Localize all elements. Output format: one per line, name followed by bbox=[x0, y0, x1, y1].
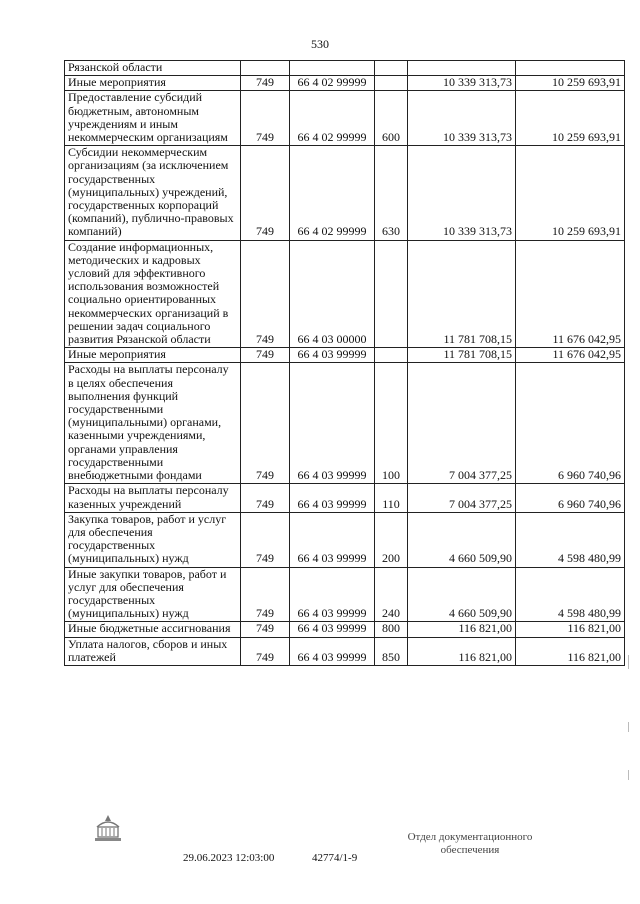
row-gr-cell bbox=[241, 61, 290, 76]
row-name-cell: Иные мероприятия bbox=[65, 348, 241, 363]
row-name-cell: Создание информационных, методических и кадровых условий для эффективного использования возможностей социально ориентированных некоммерческих организаций в решении задач социального развития Рязанской области bbox=[65, 240, 241, 348]
row-sum-2024-cell: 6 960 740,96 bbox=[516, 484, 625, 512]
table-row bbox=[65, 637, 625, 665]
row-csr-cell: 66 4 03 99999 bbox=[290, 637, 375, 665]
row-vr-cell: 100 bbox=[375, 363, 408, 484]
row-sum-2023-cell: 10 339 313,73 bbox=[408, 76, 516, 91]
row-gr-cell: 749 bbox=[241, 91, 290, 146]
row-csr-cell: 66 4 03 99999 bbox=[290, 348, 375, 363]
budget-table bbox=[64, 60, 625, 666]
table-row bbox=[65, 61, 625, 76]
table-row bbox=[65, 363, 625, 484]
row-sum-2024-cell: 10 259 693,91 bbox=[516, 91, 625, 146]
row-vr-cell: 850 bbox=[375, 637, 408, 665]
row-vr-cell: 200 bbox=[375, 512, 408, 567]
department-line-1: Отдел документационного bbox=[407, 831, 533, 843]
row-sum-2023-cell: 7 004 377,25 bbox=[408, 484, 516, 512]
row-name-cell: Иные мероприятия bbox=[65, 76, 241, 91]
row-sum-2024-cell: 11 676 042,95 bbox=[516, 240, 625, 348]
table-row bbox=[65, 567, 625, 622]
row-sum-2023-cell: 11 781 708,15 bbox=[408, 240, 516, 348]
row-name-cell: Рязанской области bbox=[65, 61, 241, 76]
row-csr-cell: 66 4 02 99999 bbox=[290, 146, 375, 240]
row-vr-cell bbox=[375, 76, 408, 91]
row-sum-2024-cell: 116 821,00 bbox=[516, 637, 625, 665]
row-sum-2023-cell: 7 004 377,25 bbox=[408, 363, 516, 484]
row-sum-2023-cell: 10 339 313,73 bbox=[408, 146, 516, 240]
budget-table-body bbox=[65, 61, 625, 666]
row-csr-cell: 66 4 03 99999 bbox=[290, 363, 375, 484]
row-vr-cell: 600 bbox=[375, 91, 408, 146]
row-vr-cell bbox=[375, 61, 408, 76]
row-gr-cell: 749 bbox=[241, 146, 290, 240]
row-vr-cell bbox=[375, 240, 408, 348]
row-csr-cell: 66 4 02 99999 bbox=[290, 91, 375, 146]
scan-edge-mark bbox=[628, 655, 629, 669]
row-name-cell: Расходы на выплаты персоналу казенных учреждений bbox=[65, 484, 241, 512]
table-row bbox=[65, 76, 625, 91]
row-name-cell: Субсидии некоммерческим организациям (за исключением государственных (муниципальных) учреждений, государственных корпораций (компаний), публично-правовых компаний) bbox=[65, 146, 241, 240]
row-vr-cell: 630 bbox=[375, 146, 408, 240]
row-gr-cell: 749 bbox=[241, 484, 290, 512]
scan-edge-mark bbox=[628, 722, 629, 732]
table-row bbox=[65, 622, 625, 637]
row-sum-2023-cell: 11 781 708,15 bbox=[408, 348, 516, 363]
row-sum-2024-cell: 116 821,00 bbox=[516, 622, 625, 637]
table-row bbox=[65, 91, 625, 146]
row-name-cell: Закупка товаров, работ и услуг для обеспечения государственных (муниципальных) нужд bbox=[65, 512, 241, 567]
page-number: 530 bbox=[311, 37, 329, 51]
row-name-cell: Расходы на выплаты персоналу в целях обеспечения выполнения функций государственными (муниципальными) органами, казенными учреждениями, органами управления государственными внебюджетными фондами bbox=[65, 363, 241, 484]
row-csr-cell: 66 4 03 99999 bbox=[290, 567, 375, 622]
row-gr-cell: 749 bbox=[241, 567, 290, 622]
row-sum-2023-cell: 116 821,00 bbox=[408, 622, 516, 637]
row-name-cell: Уплата налогов, сборов и иных платежей bbox=[65, 637, 241, 665]
row-sum-2024-cell: 10 259 693,91 bbox=[516, 146, 625, 240]
row-csr-cell bbox=[290, 61, 375, 76]
row-sum-2023-cell: 10 339 313,73 bbox=[408, 91, 516, 146]
row-sum-2024-cell: 11 676 042,95 bbox=[516, 348, 625, 363]
row-csr-cell: 66 4 02 99999 bbox=[290, 76, 375, 91]
row-gr-cell: 749 bbox=[241, 348, 290, 363]
row-gr-cell: 749 bbox=[241, 363, 290, 484]
row-csr-cell: 66 4 03 99999 bbox=[290, 484, 375, 512]
row-csr-cell: 66 4 03 00000 bbox=[290, 240, 375, 348]
row-sum-2024-cell: 4 598 480,99 bbox=[516, 512, 625, 567]
emblem-stamp-icon bbox=[91, 813, 125, 845]
row-gr-cell: 749 bbox=[241, 512, 290, 567]
row-gr-cell: 749 bbox=[241, 76, 290, 91]
row-csr-cell: 66 4 03 99999 bbox=[290, 622, 375, 637]
row-gr-cell: 749 bbox=[241, 240, 290, 348]
table-row bbox=[65, 240, 625, 348]
row-sum-2024-cell: 6 960 740,96 bbox=[516, 363, 625, 484]
row-sum-2023-cell: 4 660 509,90 bbox=[408, 567, 516, 622]
table-row bbox=[65, 348, 625, 363]
row-sum-2024-cell: 4 598 480,99 bbox=[516, 567, 625, 622]
row-sum-2024-cell: 10 259 693,91 bbox=[516, 76, 625, 91]
row-csr-cell: 66 4 03 99999 bbox=[290, 512, 375, 567]
footer-doc-number: 42774/1-9 bbox=[312, 852, 358, 864]
row-gr-cell: 749 bbox=[241, 637, 290, 665]
department-stamp bbox=[395, 831, 545, 857]
row-vr-cell: 110 bbox=[375, 484, 408, 512]
scan-edge-mark bbox=[628, 770, 629, 780]
row-sum-2024-cell bbox=[516, 61, 625, 76]
table-row bbox=[65, 146, 625, 240]
table-row bbox=[65, 512, 625, 567]
row-sum-2023-cell: 4 660 509,90 bbox=[408, 512, 516, 567]
row-vr-cell bbox=[375, 348, 408, 363]
row-sum-2023-cell: 116 821,00 bbox=[408, 637, 516, 665]
row-vr-cell: 800 bbox=[375, 622, 408, 637]
row-sum-2023-cell bbox=[408, 61, 516, 76]
row-name-cell: Предоставление субсидий бюджетным, автономным учреждениям и иным некоммерческим организациям bbox=[65, 91, 241, 146]
row-name-cell: Иные закупки товаров, работ и услуг для обеспечения государственных (муниципальных) нужд bbox=[65, 567, 241, 622]
footer-datetime: 29.06.2023 12:03:00 bbox=[183, 852, 275, 864]
department-line-2: обеспечения bbox=[440, 844, 500, 856]
row-vr-cell: 240 bbox=[375, 567, 408, 622]
row-name-cell: Иные бюджетные ассигнования bbox=[65, 622, 241, 637]
table-row bbox=[65, 484, 625, 512]
row-gr-cell: 749 bbox=[241, 622, 290, 637]
